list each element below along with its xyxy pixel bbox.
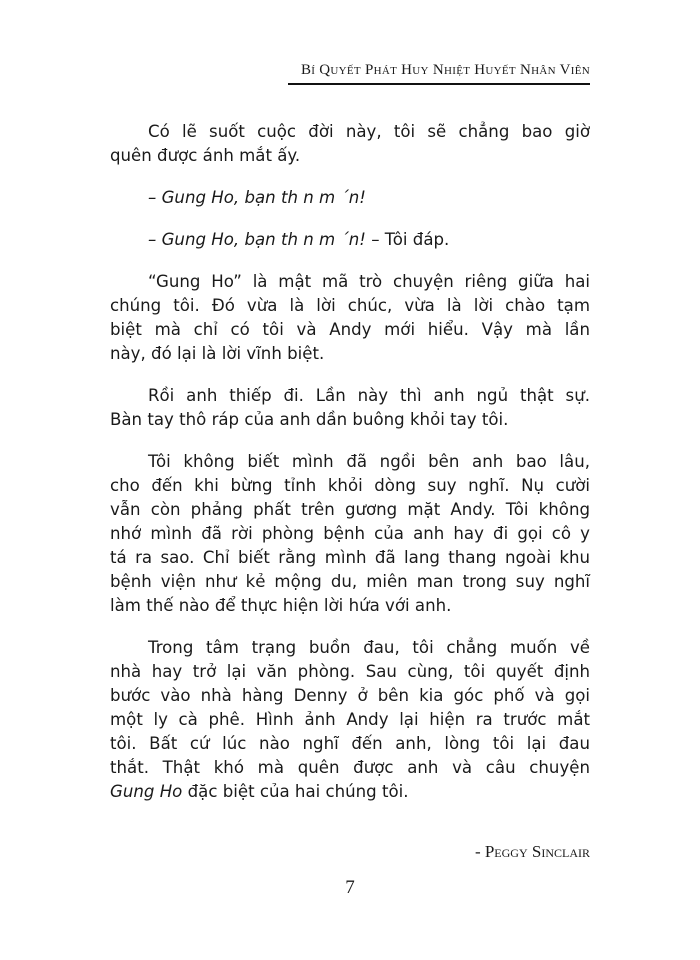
header-rule <box>288 83 590 85</box>
text-line: biệt mà chỉ có tôi và Andy mới hiểu. Vậy mà lần <box>110 320 590 339</box>
text-line: bước vào nhà hàng Denny ở bên kia góc phố và gọi <box>110 686 590 705</box>
text-tail: đặc biệt của hai chúng tôi. <box>182 782 409 801</box>
paragraph <box>110 384 590 432</box>
text-line: thắt. Thật khó mà quên được anh và câu chuyện <box>110 758 590 777</box>
italic-term: Gung Ho <box>110 782 183 801</box>
text-line: nhà hay trở lại văn phòng. Sau cùng, tôi quyết định <box>110 662 590 681</box>
text-line: làm thế nào để thực hiện lời hứa với anh. <box>110 596 452 615</box>
text-line: tá ra sao. Chỉ biết rằng mình đã lang thang ngoài khu <box>110 548 590 567</box>
text-line: Rồi anh thiếp đi. Lần này thì anh ngủ thật sự. <box>148 386 590 405</box>
text-line <box>110 228 590 252</box>
text-line: chúng tôi. Đó vừa là lời chúc, vừa là lời chào tạm <box>110 296 590 315</box>
text-line: vẫn còn phảng phất trên gương mặt Andy. Tôi không <box>110 500 590 519</box>
text-line <box>110 780 590 804</box>
paragraph <box>110 228 590 252</box>
italic-dialogue: – Gung Ho, bạn th n m ´n! <box>148 230 366 249</box>
paragraph <box>110 120 590 168</box>
page-body <box>110 120 590 822</box>
dialogue-tail: – Tôi đáp. <box>365 230 450 249</box>
signature: - Peggy Sinclair <box>474 842 590 861</box>
text-line: nhớ mình đã rời phòng bệnh của anh hay đi gọi cô y <box>110 524 590 543</box>
paragraph <box>110 186 590 210</box>
text-line: này, đó lại là lời vĩnh biệt. <box>110 344 325 363</box>
text-line: “Gung Ho” là mật mã trò chuyện riêng giữa hai <box>148 272 590 291</box>
text-line: Có lẽ suốt cuộc đời này, tôi sẽ chẳng bao giờ <box>148 122 590 141</box>
text-line: Bàn tay thô ráp của anh dần buông khỏi tay tôi. <box>110 410 509 429</box>
paragraph <box>110 636 590 804</box>
text-line: Trong tâm trạng buồn đau, tôi chẳng muốn về <box>148 638 590 657</box>
text-line <box>110 186 590 210</box>
text-line: tôi. Bất cứ lúc nào nghĩ đến anh, lòng tôi lại đau <box>110 734 590 753</box>
text-line: Tôi không biết mình đã ngồi bên anh bao lâu, <box>148 452 590 471</box>
paragraph <box>110 450 590 618</box>
text-line: một ly cà phê. Hình ảnh Andy lại hiện ra trước mắt <box>110 710 590 729</box>
text-line: cho đến khi bừng tỉnh khỏi dòng suy nghĩ. Nụ cười <box>110 476 590 495</box>
text-line: quên được ánh mắt ấy. <box>110 146 301 165</box>
italic-dialogue: – Gung Ho, bạn th n m ´n! <box>148 188 366 207</box>
running-header: Bí Quyết Phát Huy Nhiệt Huyết Nhân Viên <box>300 62 590 78</box>
text-line: bệnh viện như kẻ mộng du, miên man trong suy nghĩ <box>110 572 590 591</box>
page-number: 7 <box>345 877 355 898</box>
paragraph <box>110 270 590 366</box>
